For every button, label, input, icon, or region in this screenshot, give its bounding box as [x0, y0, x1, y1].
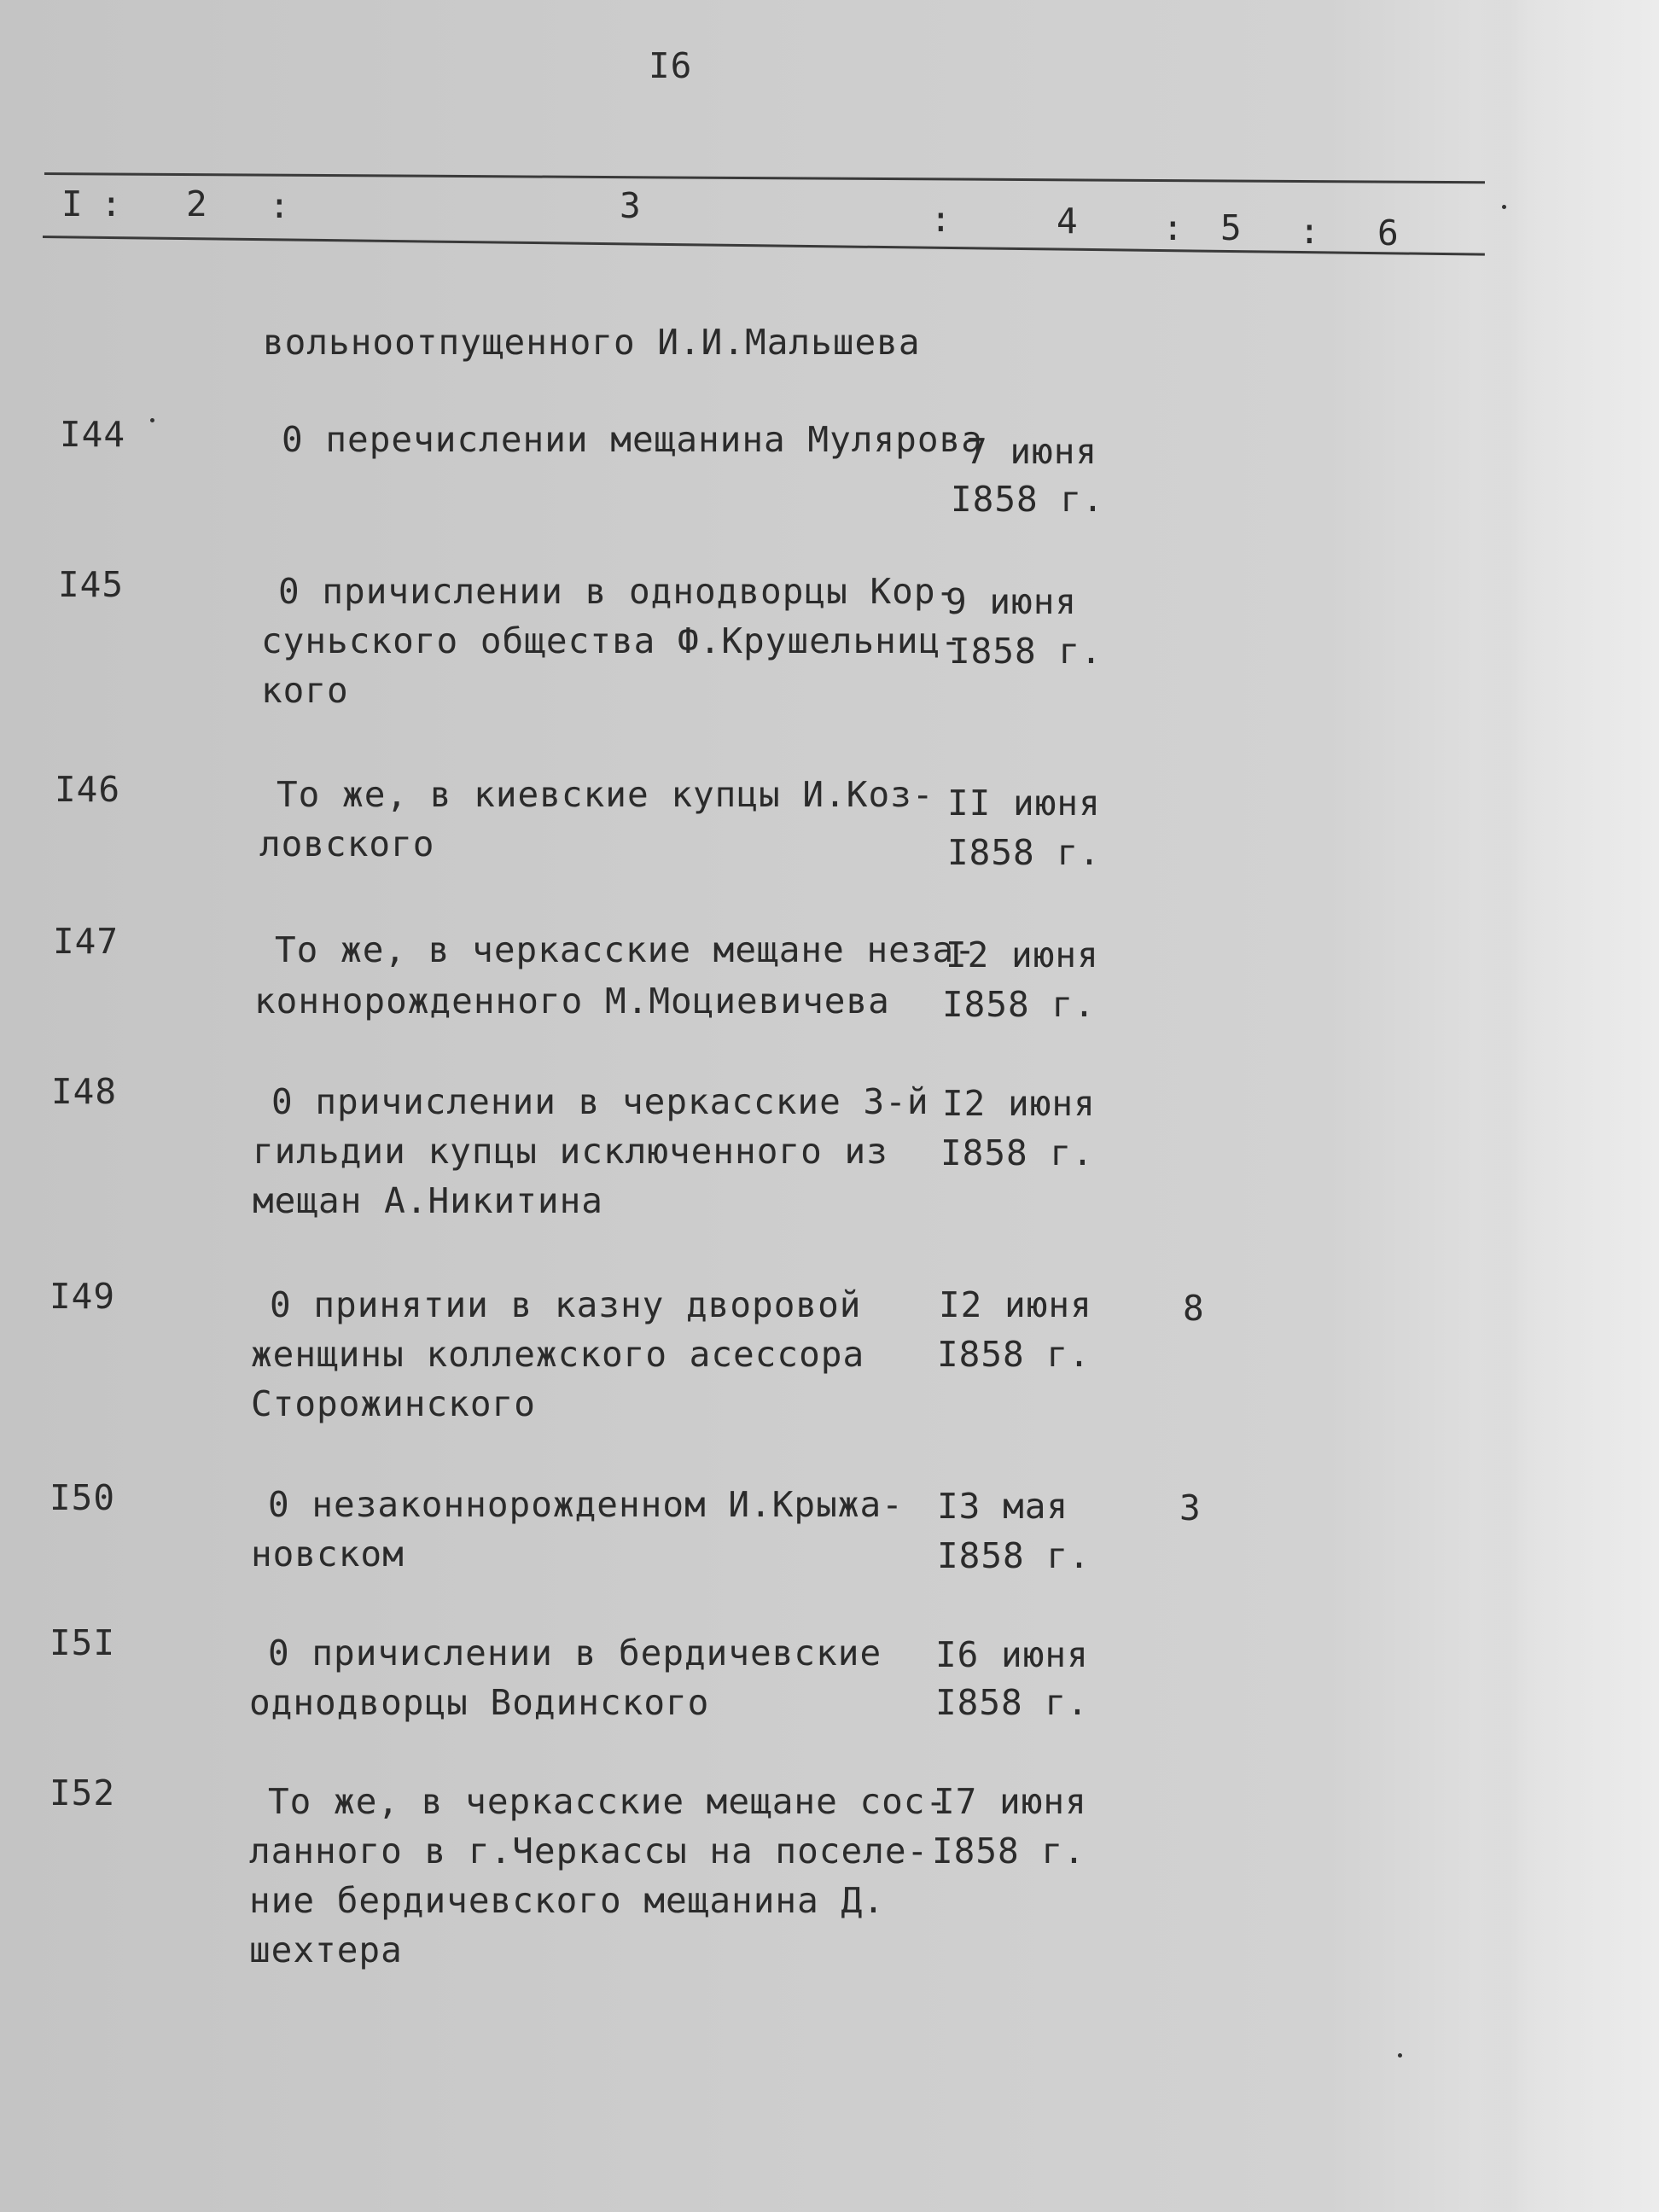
column-header-3: 3	[620, 185, 642, 226]
column-header-2: 2	[186, 183, 208, 224]
column-header-5: 5	[1220, 207, 1243, 248]
continuation-text: вольноотпущенного И.И.Мальшева	[263, 322, 921, 363]
entry-title-line: ланного в г.Черкассы на поселе-	[249, 1831, 929, 1871]
column-separator: :	[930, 199, 952, 240]
entry-sheet-count: 8	[1183, 1288, 1205, 1329]
entry-title-line: мещан А.Никитина	[253, 1180, 603, 1221]
page-number: I6	[649, 45, 693, 86]
entry-title-line: 0 перечислении мещанина Мулярова	[282, 419, 983, 460]
column-separator: :	[1299, 211, 1321, 252]
entry-date-line: I858 г.	[937, 1535, 1091, 1576]
entry-date-line: I858 г.	[937, 1334, 1091, 1375]
entry-title-line: ловского	[259, 824, 435, 864]
entry-date-line: I858 г.	[942, 984, 1096, 1025]
entry-date-line: I858 г.	[935, 1682, 1089, 1723]
column-separator: :	[101, 183, 123, 224]
entry-number: I50	[49, 1477, 116, 1518]
entry-number: I52	[49, 1773, 116, 1813]
entry-number: I5I	[49, 1622, 116, 1663]
entry-date-line: I858 г.	[949, 631, 1103, 672]
entry-date-line: 7 июня	[966, 431, 1098, 472]
column-separator: :	[1162, 207, 1185, 248]
entry-date-line: I2 июня	[946, 934, 1099, 975]
entry-title-line: кого	[261, 670, 349, 711]
entry-number: I46	[55, 769, 121, 810]
column-separator: :	[269, 185, 291, 226]
entry-title-line: 0 причислении в однодворцы Кор-	[278, 571, 958, 612]
entry-title-line: То же, в черкасские мещане неза-	[275, 929, 976, 970]
entry-title-line: суньского общества Ф.Крушельниц-	[261, 620, 963, 661]
column-header-6: 6	[1377, 212, 1400, 253]
entry-date-line: 9 июня	[946, 581, 1078, 622]
entry-number: I49	[49, 1276, 116, 1317]
entry-title-line: шехтера	[249, 1930, 403, 1970]
entry-date-line: II июня	[947, 783, 1101, 824]
entry-date-line: I7 июня	[934, 1781, 1087, 1822]
entry-title-line: То же, в киевские купцы И.Коз-	[276, 774, 934, 815]
entry-date-line: I2 июня	[939, 1284, 1092, 1325]
entry-date-line: I858 г.	[947, 832, 1101, 873]
entry-title-line: 0 причислении в черкасские 3-й	[271, 1081, 929, 1122]
entry-date-line: I3 мая	[937, 1486, 1069, 1527]
entry-title-line: новском	[251, 1534, 405, 1575]
entry-title-line: 0 незаконнорожденном И.Крыжа-	[268, 1484, 904, 1525]
entry-title-line: коннорожденного М.Моциевичева	[254, 981, 890, 1022]
entry-title-line: женщины коллежского асессора	[251, 1334, 865, 1375]
page-edge-shadow	[1476, 0, 1659, 2212]
paper-speck	[1502, 205, 1506, 209]
entry-number: I47	[53, 921, 119, 962]
entry-date-line: I6 июня	[935, 1634, 1089, 1675]
column-header-4: 4	[1057, 201, 1079, 242]
entry-sheet-count: 3	[1179, 1487, 1202, 1528]
entry-title-line: Сторожинского	[251, 1383, 536, 1424]
entry-title-line: ние бердичевского мещанина Д.	[249, 1880, 885, 1921]
entry-title-line: 0 принятии в казну дворовой	[270, 1284, 862, 1325]
paper-speck	[150, 418, 154, 422]
entry-title-line: гильдии купцы исключенного из	[253, 1131, 888, 1172]
entry-number: I48	[51, 1071, 118, 1112]
paper-speck	[1398, 2053, 1402, 2058]
entry-date-line: I858 г.	[932, 1831, 1086, 1871]
entry-date-line: I858 г.	[951, 479, 1104, 520]
entry-number: I44	[60, 414, 126, 455]
entry-date-line: I858 г.	[940, 1132, 1094, 1173]
entry-title-line: 0 причислении в бердичевские	[268, 1633, 882, 1674]
entry-title-line: однодворцы Водинского	[249, 1682, 710, 1723]
entry-title-line: То же, в черкасские мещане сос-	[268, 1781, 948, 1822]
column-header-1: I	[61, 183, 84, 224]
entry-number: I45	[58, 564, 125, 605]
entry-date-line: I2 июня	[942, 1083, 1096, 1124]
